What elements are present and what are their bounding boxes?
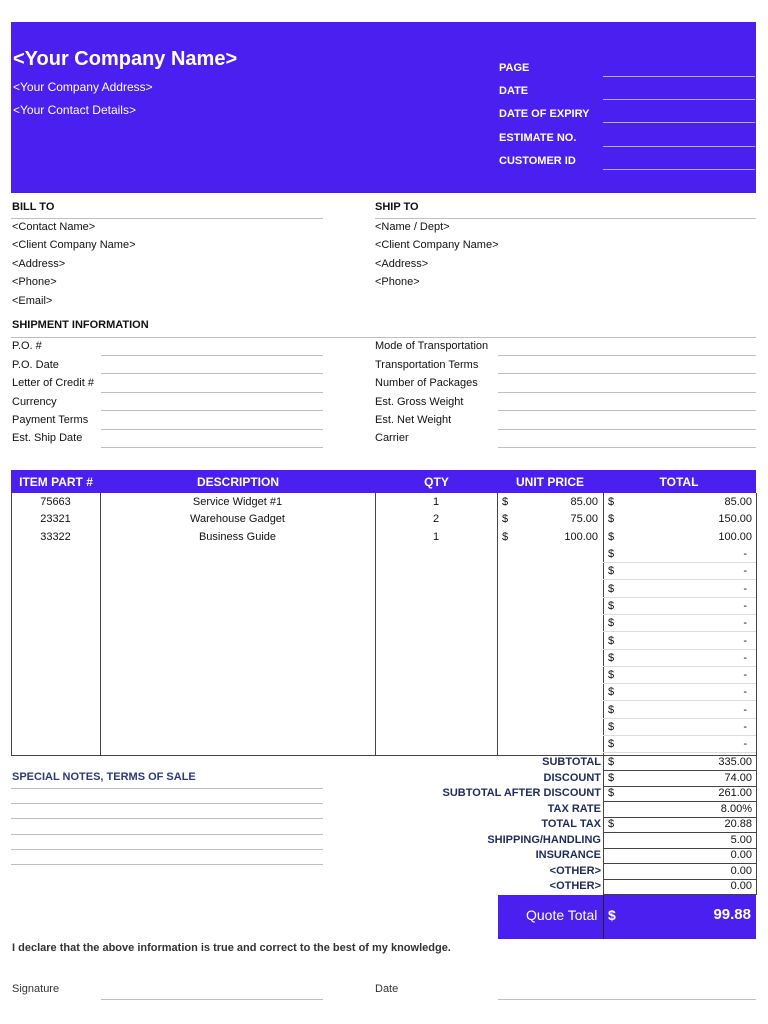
shipment-field-packages[interactable] [498, 392, 756, 393]
empty-row-11-currency: $ [608, 669, 615, 681]
summary-label-9: <OTHER> [549, 880, 601, 892]
table-row-1-price-currency: $ [502, 496, 509, 508]
empty-row-7-currency: $ [608, 600, 615, 612]
empty-row-8-divider [603, 631, 756, 632]
col-divider-qty [497, 493, 498, 756]
bill-to-title: BILL TO [12, 201, 55, 213]
summary-currency-5: $ [608, 818, 615, 830]
empty-row-9-currency: $ [608, 635, 615, 647]
shipment-field-currency[interactable] [101, 410, 323, 411]
col-divider-total [756, 493, 757, 895]
empty-row-9-total: - [743, 635, 747, 647]
table-row-2-price-currency: $ [502, 513, 509, 525]
summary-value-9: 0.00 [730, 880, 752, 892]
col-header-total: TOTAL [659, 475, 699, 489]
summary-currency-2: $ [608, 772, 615, 784]
ship-to-phone: <Phone> [375, 276, 420, 288]
table-row-2-desc: Warehouse Gadget [190, 513, 285, 525]
signature-field[interactable] [101, 999, 323, 1000]
shipment-label-terms: Transportation Terms [375, 359, 479, 371]
shipment-field-net[interactable] [498, 429, 756, 430]
notes-line-3[interactable] [11, 818, 323, 819]
empty-row-12-total: - [743, 686, 747, 698]
empty-row-4-currency: $ [608, 548, 615, 560]
meta-field-estimate[interactable] [603, 146, 755, 147]
empty-row-4-total: - [743, 548, 747, 560]
table-row-1-part: 75663 [40, 496, 71, 508]
summary-value-4: 8.00% [720, 803, 752, 815]
shipment-field-gross[interactable] [498, 410, 756, 411]
summary-label-2: DISCOUNT [543, 772, 601, 784]
items-table-header [11, 470, 756, 493]
empty-row-11-divider [603, 683, 756, 684]
summary-label-7: INSURANCE [535, 849, 601, 861]
shipment-label-packages: Number of Packages [375, 377, 478, 389]
empty-row-6-total: - [743, 583, 747, 595]
table-row-1-qty: 1 [432, 496, 440, 508]
summary-value-8: 0.00 [730, 865, 752, 877]
table-row-2-total-currency: $ [608, 513, 615, 525]
empty-row-8-total: - [743, 617, 747, 629]
empty-row-7-total: - [743, 600, 747, 612]
summary-label-3: SUBTOTAL AFTER DISCOUNT [442, 787, 601, 799]
bill-to-email: <Email> [12, 295, 53, 307]
summary-currency-1: $ [608, 756, 615, 768]
empty-row-15-divider [603, 752, 756, 753]
empty-row-13-currency: $ [608, 704, 615, 716]
summary-value-3: 261.00 [718, 787, 752, 799]
bill-to-contact: <Contact Name> [12, 221, 96, 233]
empty-row-6-currency: $ [608, 583, 615, 595]
declaration-text: I declare that the above information is true and correct to the best of my knowledge. [12, 942, 451, 954]
meta-field-customer-id[interactable] [603, 169, 755, 170]
table-row-3-total-currency: $ [608, 531, 615, 543]
notes-line-6[interactable] [11, 864, 323, 865]
quote-total-divider [603, 895, 604, 939]
summary-label-5: TOTAL TAX [541, 818, 601, 830]
quote-total-label: Quote Total [526, 907, 598, 923]
empty-row-14-currency: $ [608, 721, 615, 733]
shipment-field-payment[interactable] [101, 429, 323, 430]
empty-row-5-total: - [743, 565, 747, 577]
shipment-field-po-date[interactable] [101, 373, 323, 374]
meta-field-date[interactable] [603, 99, 755, 100]
meta-label-customer-id: CUSTOMER ID [499, 155, 576, 167]
bill-to-address: <Address> [12, 258, 66, 270]
meta-label-page: PAGE [499, 62, 530, 74]
shipment-label-ship-date: Est. Ship Date [12, 432, 83, 444]
empty-row-15-currency: $ [608, 738, 615, 750]
signature-label: Signature [12, 983, 60, 995]
table-row-3-total: 100.00 [718, 531, 752, 543]
notes-title: SPECIAL NOTES, TERMS OF SALE [12, 771, 196, 783]
table-row-1-total: 85.00 [724, 496, 752, 508]
empty-row-14-total: - [743, 721, 747, 733]
table-row-3-price: 100.00 [564, 531, 598, 543]
meta-field-page[interactable] [603, 76, 755, 77]
shipment-label-mode: Mode of Transportation [375, 340, 489, 352]
empty-row-7-divider [603, 614, 756, 615]
quote-total-currency: $ [608, 907, 616, 923]
meta-label-date: DATE [499, 85, 529, 97]
ship-to-title: SHIP TO [375, 201, 419, 213]
summary-value-6: 5.00 [730, 834, 752, 846]
empty-row-11-total: - [743, 669, 747, 681]
summary-currency-3: $ [608, 787, 615, 799]
table-row-2-total: 150.00 [718, 513, 752, 525]
summary-value-1: 335.00 [718, 756, 752, 768]
col-header-qty: QTY [424, 475, 449, 489]
table-row-3-part: 33322 [40, 531, 71, 543]
summary-value-2: 74.00 [724, 772, 752, 784]
ship-to-name: <Name / Dept> [375, 221, 450, 233]
date-field[interactable] [498, 999, 756, 1000]
empty-row-12-currency: $ [608, 686, 615, 698]
meta-label-estimate: ESTIMATE NO. [499, 132, 577, 144]
empty-row-13-total: - [743, 704, 747, 716]
shipment-label-gross: Est. Gross Weight [375, 396, 464, 408]
summary-value-5: 20.88 [724, 818, 752, 830]
empty-row-4-divider [603, 562, 756, 563]
shipment-title: SHIPMENT INFORMATION [12, 319, 149, 331]
col-header-unit-price: UNIT PRICE [515, 475, 584, 489]
summary-label-8: <OTHER> [549, 865, 601, 877]
shipment-label-po-date: P.O. Date [12, 359, 59, 371]
ship-to-address: <Address> [375, 258, 429, 270]
empty-row-9-divider [603, 649, 756, 650]
company-address: <Your Company Address> [13, 80, 153, 94]
empty-row-6-divider [603, 597, 756, 598]
summary-label-4: TAX RATE [547, 803, 601, 815]
empty-row-5-currency: $ [608, 565, 615, 577]
table-row-3-desc: Business Guide [198, 531, 277, 543]
table-row-3-price-currency: $ [502, 531, 509, 543]
shipment-label-currency: Currency [12, 396, 57, 408]
shipment-label-net: Est. Net Weight [375, 414, 452, 426]
notes-line-5[interactable] [11, 849, 323, 850]
summary-label-1: SUBTOTAL [542, 756, 601, 768]
shipment-label-credit: Letter of Credit # [12, 377, 94, 389]
col-header-part: ITEM PART # [19, 475, 93, 489]
header-banner [11, 22, 756, 193]
empty-row-8-currency: $ [608, 617, 615, 629]
shipment-label-payment: Payment Terms [12, 414, 89, 426]
shipment-label-carrier: Carrier [375, 432, 409, 444]
table-row-3-qty: 1 [432, 531, 440, 543]
meta-label-expiry: DATE OF EXPIRY [499, 108, 590, 120]
notes-line-2[interactable] [11, 803, 323, 804]
empty-row-13-divider [603, 718, 756, 719]
table-row-1-total-currency: $ [608, 496, 615, 508]
bill-to-divider [11, 218, 323, 219]
ship-to-divider [375, 218, 756, 219]
shipment-field-po[interactable] [101, 355, 323, 356]
quote-total-value: 99.88 [713, 906, 751, 923]
shipment-field-carrier[interactable] [498, 447, 756, 448]
shipment-field-ship-date[interactable] [101, 447, 323, 448]
table-row-2-part: 23321 [40, 513, 71, 525]
shipment-field-credit[interactable] [101, 392, 323, 393]
empty-row-10-divider [603, 666, 756, 667]
col-header-description: DESCRIPTION [196, 475, 279, 489]
contact-details: <Your Contact Details> [13, 103, 136, 117]
empty-row-14-divider [603, 735, 756, 736]
ship-to-company: <Client Company Name> [375, 239, 499, 251]
summary-value-7: 0.00 [730, 849, 752, 861]
table-row-2-qty: 2 [432, 513, 440, 525]
shipment-divider [11, 337, 756, 338]
empty-row-5-divider [603, 579, 756, 580]
company-name: <Your Company Name> [13, 48, 238, 70]
quote-total-box [498, 895, 756, 939]
meta-field-expiry[interactable] [603, 122, 755, 123]
notes-line-4[interactable] [11, 834, 323, 835]
bill-to-company: <Client Company Name> [12, 239, 136, 251]
table-row-1-desc: Service Widget #1 [192, 496, 283, 508]
empty-row-10-total: - [743, 652, 747, 664]
notes-line-1[interactable] [11, 788, 323, 789]
date-label: Date [375, 983, 399, 995]
summary-label-6: SHIPPING/HANDLING [487, 834, 601, 846]
shipment-field-terms[interactable] [498, 373, 756, 374]
empty-row-10-currency: $ [608, 652, 615, 664]
summary-frame [603, 756, 756, 895]
bill-to-phone: <Phone> [12, 276, 57, 288]
shipment-field-mode[interactable] [498, 355, 756, 356]
shipment-label-po: P.O. # [12, 340, 42, 352]
table-row-1-price: 85.00 [570, 496, 598, 508]
empty-row-15-total: - [743, 738, 747, 750]
table-row-2-price: 75.00 [570, 513, 598, 525]
empty-row-12-divider [603, 700, 756, 701]
